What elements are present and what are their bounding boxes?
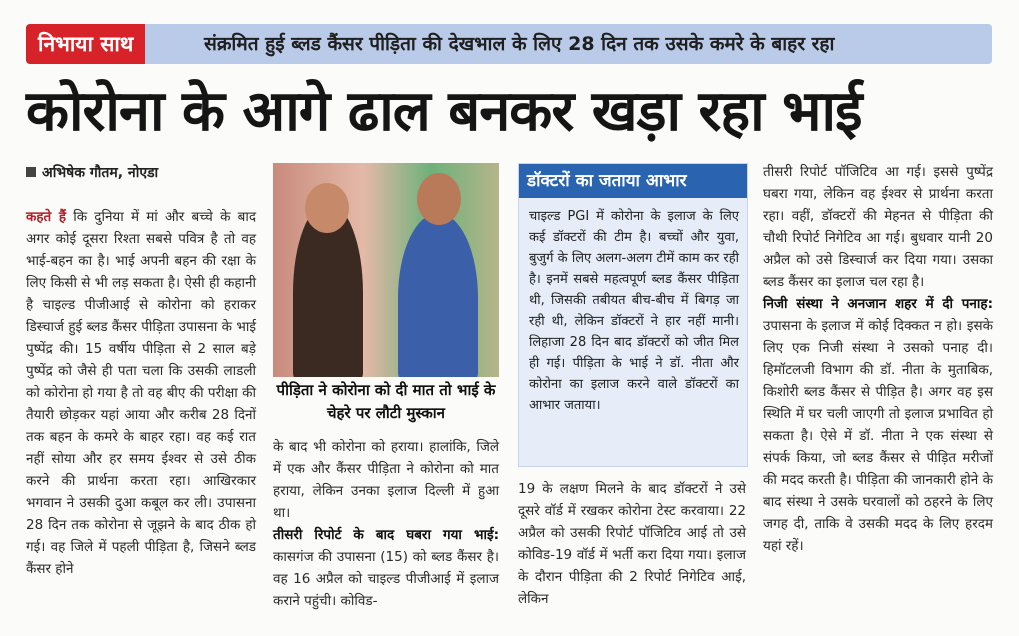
column-2-text: के बाद भी कोरोना को हराया। हालांकि, जिले में एक और कैंसर पीड़िता ने कोरोना को मात हराया, लेकिन उनका इलाज दिल्ली में हुआ था। bbox=[273, 439, 499, 521]
headline: कोरोना के आगे ढाल बनकर खड़ा रहा भाई bbox=[26, 79, 862, 144]
byline-text: अभिषेक गौतम, नोएडा bbox=[42, 165, 159, 181]
brother-figure bbox=[398, 213, 478, 377]
column-4-text2: उपासना के इलाज में कोई दिक्कत न हो। इसके लिए एक निजी संस्था ने उसको पनाह दी। हिमॉटलजी विभाग की डॉ. नीता के मुताबिक, किशोरी ब्लड कैंसर से पीड़ित है। अगर वह इस स्थिति में घर चली जाएगी तो इलाज प्रभावित हो सकता है। ऐसे में डॉ. नीता ने एक संस्था से संपर्क किया, जो ब्लड कैंसर से पीड़ित मरीजों की मदद करती है। पीड़िता की जानकारी होने के बाद संस्था ने उसके घरवालों को ठहरने के लिए जगह दी, ताकि वे उसकी मदद के लिए हरदम यहां रहें। bbox=[763, 318, 993, 554]
photo-caption: पीड़िता ने कोरोना को दी मात तो भाई के चेहरे पर लौटी मुस्कान bbox=[276, 381, 496, 422]
byline bbox=[26, 163, 158, 182]
sidebar-box bbox=[518, 163, 748, 467]
column-3 bbox=[518, 478, 746, 610]
sister-face bbox=[305, 183, 349, 233]
news-photo bbox=[273, 163, 499, 377]
column-4-text: तीसरी रिपोर्ट पॉजिटिव आ गई। इससे पुष्पेंद्र घबरा गया, लेकिन वह ईश्वर से प्रार्थना करता रहा। वहीं, डॉक्टरों की मेहनत से पीड़िता की चौथी रिपोर्ट निगेटिव आ गई। बुधवार यानी 20 अप्रैल को उसे डिस्चार्ज कर दिया गया। उसका ब्लड कैंसर का इलाज चल रहा है। bbox=[763, 164, 993, 290]
column-1-text: कि दुनिया में मां और बच्चे के बाद अगर कोई दूसरा रिश्ता सबसे पवित्र है तो वह भाई-बहन का है। भाई अपनी बहन की रक्षा के लिए किसी से भी लड़ सकता है। ऐसी ही कहानी है चाइल्ड पीजीआई से कोरोना को हराकर डिस्चार्ज हुई ब्लड कैंसर पीड़िता उपासना के भाई पुष्पेंद्र की। 15 वर्षीय पीड़िता से 2 साल बड़े पुष्पेंद्र को जैसे ही पता चला कि उसकी लाडली को कोरोना हो गया है तो वह बीए की परीक्षा की तैयारी छोड़कर यहां आया और करीब 28 दिनों तक बहन के कमरे के बाहर रहा। वह कई रात नहीं सोया और हर समय ईश्वर से उसे ठीक करने की प्रार्थना करता रहा। आखिरकार भगवान ने उसकी दुआ कबूल कर ली। उपासना 28 दिन तक कोरोना से जूझने के बाद ठीक हो गई। वह जिले में पहली पीड़िता है, जिसने ब्लड कैंसर होने bbox=[26, 209, 256, 577]
sidebar-box-text: चाइल्ड PGI में कोरोना के इलाज के लिए कई डॉक्टरों की टीम है। बच्चों और युवा, बुजुर्ग के लिए अलग-अलग टीमें काम कर रही है। इनमें सबसे महत्वपूर्ण ब्लड कैंसर पीड़िता थी, जिसकी तबीयत बीच-बीच में बिगड़ जा रही थी, लेकिन डॉक्टरों ने हार नहीं मानी। लिहाजा 28 दिन बाद डॉक्टरों को जीत मिल ही गई। पीड़िता के भाई ने डॉ. नीता और कोरोना का इलाज करने वाले डॉक्टरों का आभार जताया। bbox=[529, 209, 739, 413]
subhead-brother: तीसरी रिपोर्ट के बाद घबरा गया भाई: bbox=[273, 527, 499, 543]
kicker-text: संक्रमित हुई ब्लड कैंसर पीड़िता की देखभाल के लिए 28 दिन तक उसके कमरे के बाहर रहा bbox=[204, 33, 835, 55]
lead-words: कहते हैं bbox=[26, 209, 67, 225]
column-2-text2: कासगंज की उपासना (15) को ब्लड कैंसर है। वह 16 अप्रैल को चाइल्ड पीजीआई में इलाज कराने पहुंची। कोविड- bbox=[273, 549, 499, 609]
brother-face bbox=[417, 173, 461, 225]
byline-square-icon bbox=[26, 167, 36, 177]
kicker-tag: निभाया साथ bbox=[26, 24, 145, 64]
column-3-text: 19 के लक्षण मिलने के बाद डॉक्टरों ने उसे दूसरे वॉर्ड में रखकर कोरोना टेस्ट करवाया। 22 अप्रैल को उसकी रिपोर्ट पॉजिटिव आई तो उसे कोविड-19 वॉर्ड में भर्ती करा दिया गया। इलाज के दौरान पीड़िता की 2 रिपोर्ट निगेटिव आई, लेकिन bbox=[518, 481, 746, 607]
column-1 bbox=[26, 206, 256, 580]
column-4 bbox=[763, 161, 993, 557]
column-2 bbox=[273, 436, 499, 612]
kicker-banner bbox=[26, 24, 992, 64]
sidebar-box-title: डॉक्टरों का जताया आभार bbox=[519, 164, 747, 198]
subhead-shelter: निजी संस्था ने अनजान शहर में दी पनाह: bbox=[763, 296, 993, 312]
